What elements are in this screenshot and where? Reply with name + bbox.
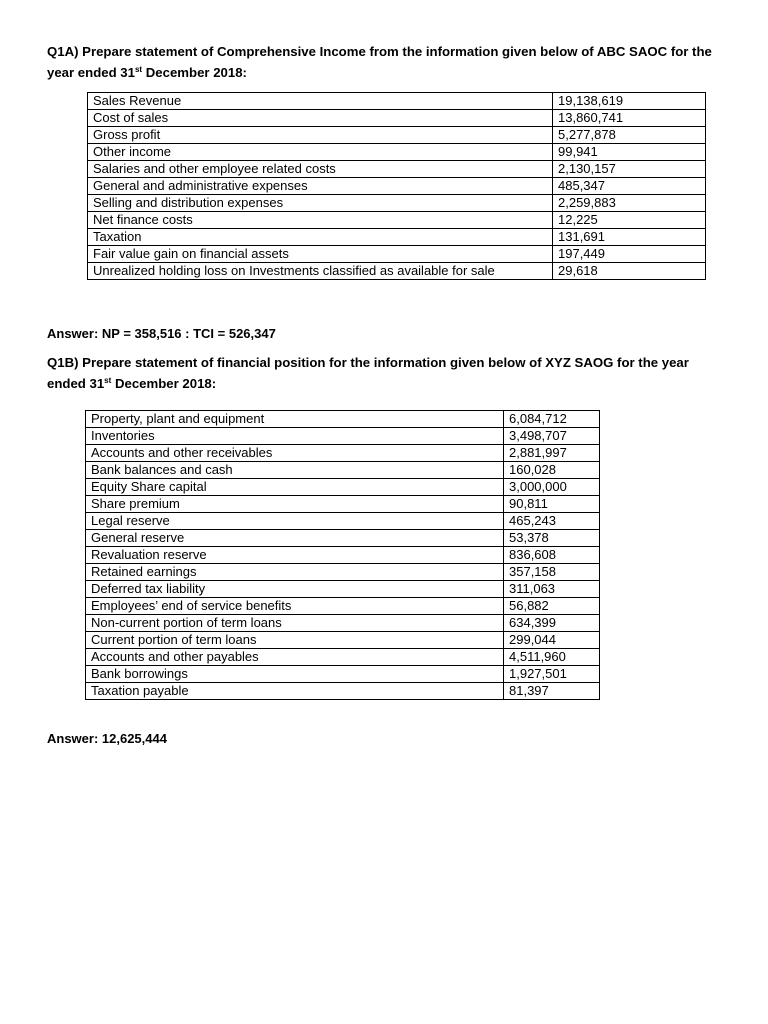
q1a-heading-ordinal: st [134,65,143,74]
comprehensive-income-table [87,92,706,280]
q1b-heading-ordinal: st [104,376,112,385]
row-value: 19,138,619 [553,93,706,110]
table-row [86,666,600,683]
row-value: 1,927,501 [504,666,600,683]
table-row [86,428,600,445]
row-label: Cost of sales [88,110,553,127]
row-value: 2,259,883 [553,195,706,212]
table-row [86,632,600,649]
row-label: General and administrative expenses [88,178,553,195]
row-label: Net finance costs [88,212,553,229]
q1b-heading [47,352,727,394]
row-value: 29,618 [553,263,706,280]
table-row [88,161,706,178]
row-value: 465,243 [504,513,600,530]
row-label: Share premium [86,496,504,513]
row-label: Fair value gain on financial assets [88,246,553,263]
row-value: 131,691 [553,229,706,246]
table-row [86,649,600,666]
table-row [88,93,706,110]
row-value: 3,498,707 [504,428,600,445]
row-label: General reserve [86,530,504,547]
table-row [86,683,600,700]
row-label: Property, plant and equipment [86,411,504,428]
table-row [88,127,706,144]
row-label: Accounts and other receivables [86,445,504,462]
row-label: Equity Share capital [86,479,504,496]
row-label: Taxation payable [86,683,504,700]
row-value: 197,449 [553,246,706,263]
row-value: 2,881,997 [504,445,600,462]
table-row [86,462,600,479]
table-row [86,445,600,462]
row-label: Current portion of term loans [86,632,504,649]
row-value: 634,399 [504,615,600,632]
table-row [88,263,706,280]
row-label: Revaluation reserve [86,547,504,564]
table-row [86,581,600,598]
table-row [88,178,706,195]
row-value: 4,511,960 [504,649,600,666]
row-value: 2,130,157 [553,161,706,178]
row-label: Unrealized holding loss on Investments classified as available for sale [88,263,553,280]
q1b-heading-date: December 2018: [111,376,217,391]
row-value: 99,941 [553,144,706,161]
row-value: 299,044 [504,632,600,649]
row-label: Legal reserve [86,513,504,530]
row-label: Retained earnings [86,564,504,581]
row-value: 6,084,712 [504,411,600,428]
row-label: Bank borrowings [86,666,504,683]
row-value: 836,608 [504,547,600,564]
table-row [86,496,600,513]
q1b-answer: Answer: 12,625,444 [47,731,167,746]
table-row [86,564,600,581]
table-row [88,229,706,246]
table-row [86,411,600,428]
row-value: 160,028 [504,462,600,479]
q1a-heading-text: Q1A) Prepare statement of Comprehensive Income from the information given below of ABC SAOC for the year ended 31 [47,44,712,80]
row-value: 5,277,878 [553,127,706,144]
table-row [88,246,706,263]
row-value: 311,063 [504,581,600,598]
row-value: 90,811 [504,496,600,513]
row-label: Non-current portion of term loans [86,615,504,632]
row-value: 3,000,000 [504,479,600,496]
row-label: Sales Revenue [88,93,553,110]
table-row [86,513,600,530]
table-row [88,195,706,212]
row-label: Gross profit [88,127,553,144]
row-label: Employees’ end of service benefits [86,598,504,615]
table-row [86,615,600,632]
row-label: Deferred tax liability [86,581,504,598]
row-label: Salaries and other employee related costs [88,161,553,178]
table-row [86,598,600,615]
financial-position-table [85,410,600,700]
row-label: Bank balances and cash [86,462,504,479]
q1b-heading-text: Q1B) Prepare statement of financial position for the information given below of XYZ SAOG for the year ended 31 [47,355,689,391]
table-row [86,547,600,564]
table-row [86,530,600,547]
q1a-answer: Answer: NP = 358,516 : TCI = 526,347 [47,326,276,341]
row-label: Accounts and other payables [86,649,504,666]
row-value: 56,882 [504,598,600,615]
q1a-heading [47,41,727,83]
row-value: 485,347 [553,178,706,195]
table-row [86,479,600,496]
row-value: 12,225 [553,212,706,229]
row-value: 53,378 [504,530,600,547]
row-value: 81,397 [504,683,600,700]
row-label: Selling and distribution expenses [88,195,553,212]
row-value: 357,158 [504,564,600,581]
row-label: Other income [88,144,553,161]
table-row [88,144,706,161]
table-row [88,110,706,127]
q1a-heading-date: December 2018: [142,65,247,80]
row-value: 13,860,741 [553,110,706,127]
row-label: Inventories [86,428,504,445]
table-row [88,212,706,229]
row-label: Taxation [88,229,553,246]
